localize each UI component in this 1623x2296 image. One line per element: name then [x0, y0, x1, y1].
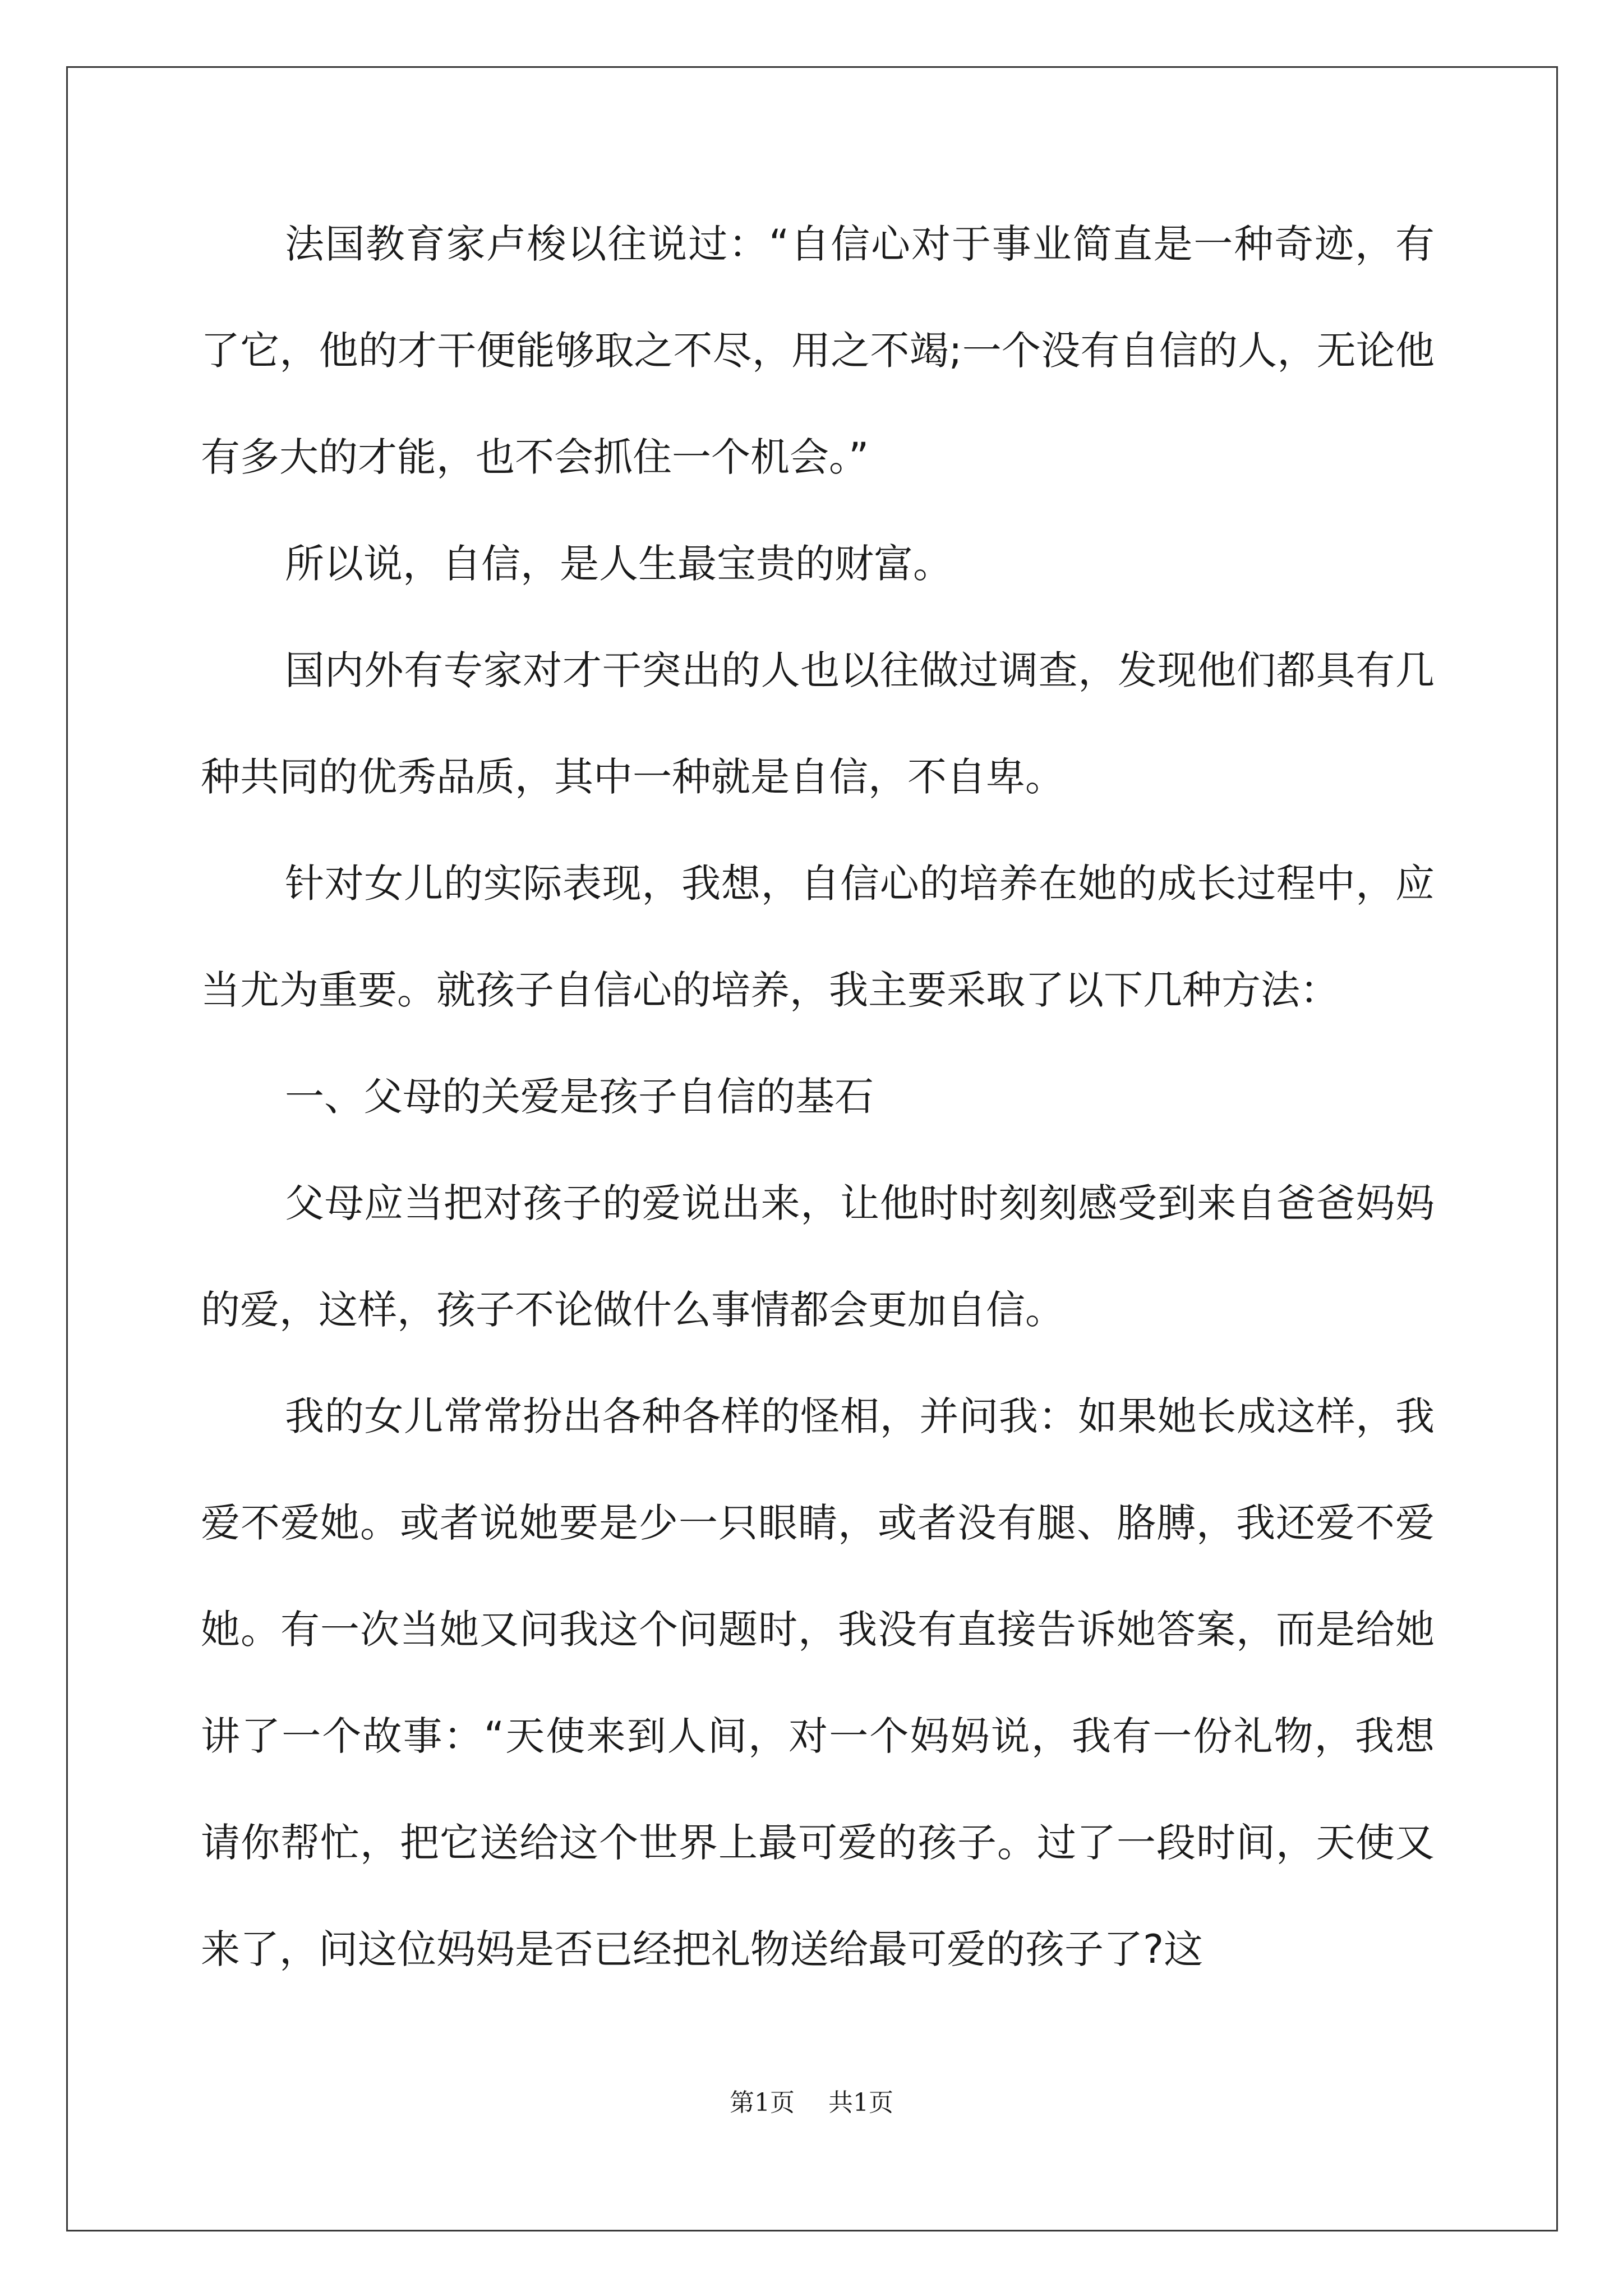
document-body — [201, 191, 1435, 2003]
paragraph-expert-survey: 国内外有专家对才干突出的人也以往做过调查，发现他们都具有几种共同的优秀品质，其中一种就是自信，不自卑。 — [201, 647, 1435, 800]
page-footer — [0, 2082, 1623, 2118]
paragraph-express-love: 父母应当把对孩子的爱说出来，让他时时刻刻感受到来自爸爸妈妈的爱，这样，孩子不论做什么事情都会更加自信。 — [201, 1180, 1435, 1333]
page-number: 第1页 — [730, 2088, 795, 2117]
paragraph-daughter-methods: 针对女儿的实际表现，我想，自信心的培养在她的成长过程中，应当尤为重要。就孩子自信心的培养，我主要采取了以下几种方法： — [201, 861, 1435, 1013]
paragraph-confidence-wealth: 所以说，自信，是人生最宝贵的财富。 — [285, 541, 952, 587]
page-total: 共1页 — [828, 2088, 893, 2117]
paragraph-angel-story: 我的女儿常常扮出各种各样的怪相，并问我：如果她长成这样，我爱不爱她。或者说她要是少一只眼睛，或者没有腿、胳膊，我还爱不爱她。有一次当她又问我这个问题时，我没有直接告诉她答案，而是给她讲了一个故事：“天使来到人间，对一个妈妈说，我有一份礼物，我想请你帮忙，把它送给这个世界上最可爱的孩子。过了一段时间，天使又来了，问这位妈妈是否已经把礼物送给最可爱的孩子了?这 — [201, 1393, 1435, 1972]
section-heading-parental-love: 一、父母的关爱是孩子自信的基石 — [285, 1074, 874, 1120]
paragraph-rousseau-quote: 法国教育家卢梭以往说过：“自信心对于事业简直是一种奇迹，有了它，他的才干便能够取之不尽，用之不竭;一个没有自信的人，无论他有多大的才能，也不会抓住一个机会。” — [201, 221, 1435, 480]
